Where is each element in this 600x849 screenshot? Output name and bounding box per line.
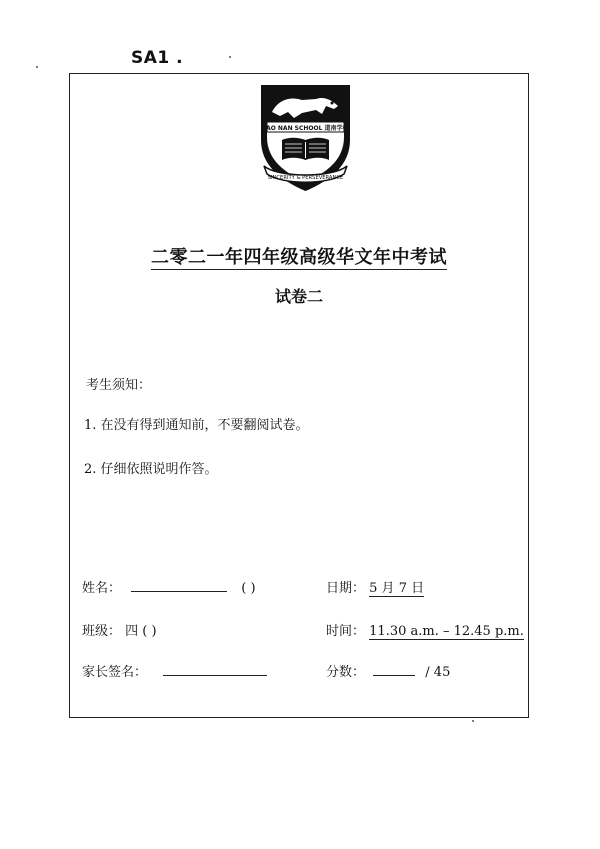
crest-motto: SINCERITY & PERSEVERANCE	[267, 175, 344, 181]
class-label: 班级：	[82, 624, 122, 639]
paper-title: 试卷二	[274, 287, 323, 306]
score-total: / 45	[425, 665, 451, 680]
parent-signature-field	[82, 661, 267, 680]
instruction-item: 1. 在没有得到通知前，不要翻阅试卷。	[84, 418, 309, 433]
instruction-item: 2. 仔细依照说明作答。	[84, 462, 218, 477]
date-value: 5 月 7 日	[369, 581, 425, 596]
paper-code-label: SA1 .	[131, 48, 184, 68]
score-field	[326, 661, 450, 680]
register-number-paren: ( )	[241, 581, 256, 596]
time-label: 时间：	[326, 624, 366, 639]
school-crest-logo	[258, 82, 353, 194]
exam-title-text: 二零二一年四年级高级华文年中考试	[151, 247, 447, 268]
score-blank[interactable]	[373, 663, 415, 676]
cover-sheet	[69, 73, 529, 718]
time-value: 11.30 a.m. – 12.45 p.m.	[369, 624, 524, 639]
date-label: 日期：	[326, 581, 366, 596]
name-field	[82, 577, 256, 596]
score-label: 分数：	[326, 665, 366, 680]
scan-speck	[472, 720, 474, 722]
exam-title	[70, 243, 528, 269]
parent-signature-label: 家长签名：	[82, 665, 148, 680]
instructions-heading: 考生须知：	[86, 378, 152, 393]
date-field	[326, 577, 424, 596]
class-value: 四 ( )	[125, 624, 157, 639]
class-field	[82, 620, 157, 639]
crest-school-name: TAO NAN SCHOOL 道南学校	[262, 125, 349, 132]
time-field	[326, 620, 524, 639]
scan-speck	[36, 66, 38, 68]
name-blank[interactable]	[131, 579, 227, 592]
scan-speck	[229, 56, 231, 58]
name-label: 姓名：	[82, 581, 122, 596]
parent-signature-blank[interactable]	[163, 663, 267, 676]
